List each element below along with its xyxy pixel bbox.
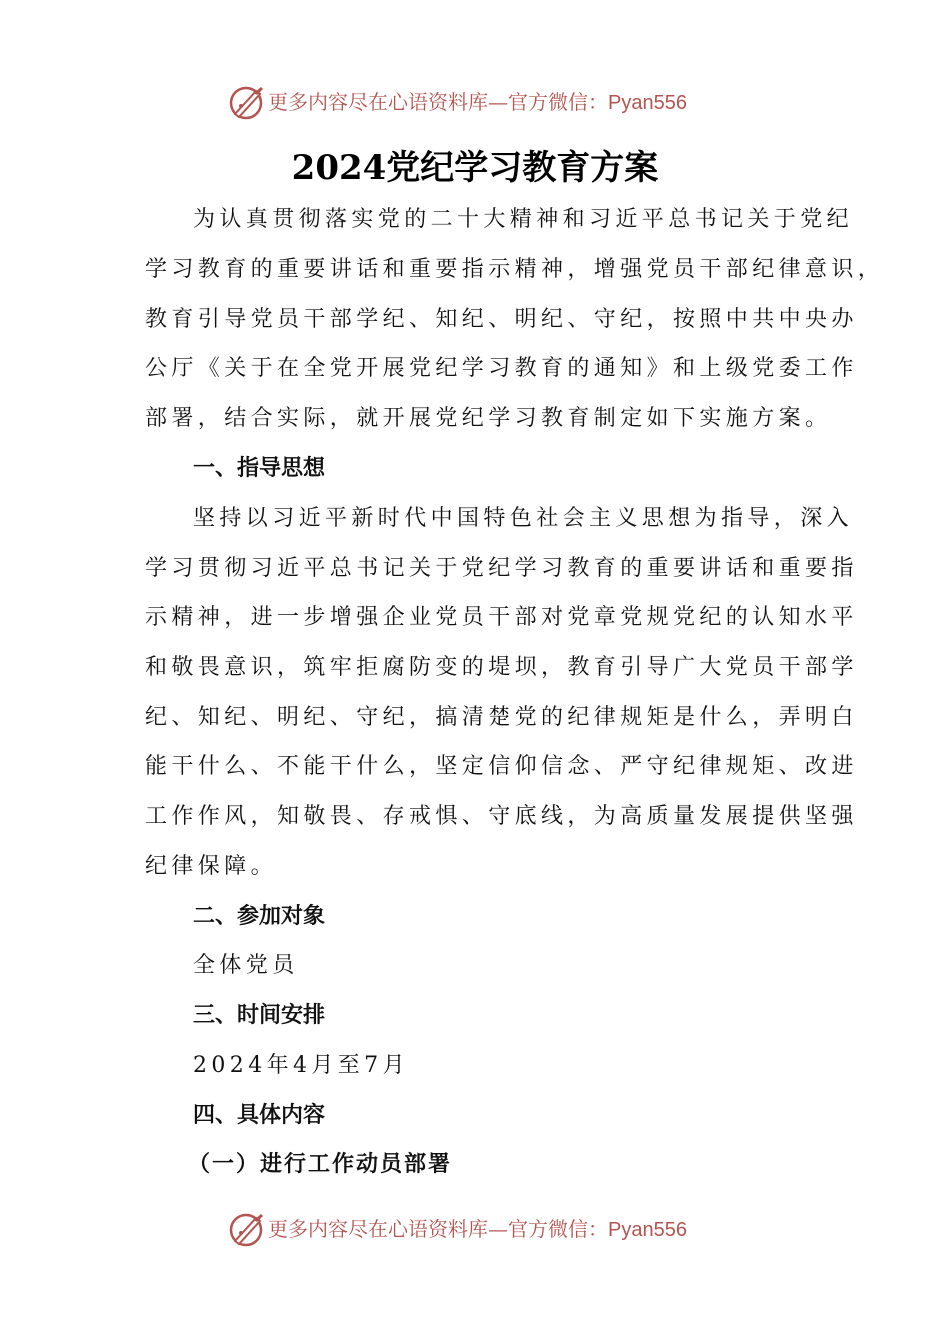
pen-nib-logo-icon — [226, 82, 266, 122]
paragraph-line: 2024年4月至7月 — [193, 1053, 409, 1078]
document-title: 2024党纪学习教育方案 — [291, 148, 659, 188]
section-heading: 三、时间安排 — [193, 1003, 326, 1028]
footer-banner — [0, 1207, 950, 1251]
paragraph-line: 工作作风，知敬畏、存戒惧、守底线，为高质量发展提供坚强 — [145, 804, 858, 829]
banner-promo-text: 更多内容尽在心语资料库—官方微信：Pyan556 — [268, 1217, 687, 1241]
paragraph-line: 学习教育的重要讲话和重要指示精神，增强党员干部纪律意识， — [145, 257, 885, 282]
paragraph-line: 能干什么、不能干什么，坚定信仰信念、严守纪律规矩、改进 — [145, 754, 858, 779]
banner-wechat-id: Pyan556 — [608, 92, 687, 114]
paragraph-line: 纪、知纪、明纪、守纪，搞清楚党的纪律规矩是什么，弄明白 — [145, 705, 858, 730]
section-heading: 一、指导思想 — [193, 456, 326, 481]
banner-promo-text: 更多内容尽在心语资料库—官方微信：Pyan556 — [268, 90, 687, 114]
sub-section-heading: （一）进行工作动员部署 — [188, 1152, 453, 1177]
header-banner — [0, 80, 950, 124]
paragraph-line: 坚持以习近平新时代中国特色社会主义思想为指导，深入 — [193, 506, 854, 531]
paragraph-line: 示精神，进一步增强企业党员干部对党章党规党纪的认知水平 — [145, 605, 858, 630]
paragraph-line: 纪律保障。 — [145, 854, 278, 879]
section-heading: 四、具体内容 — [193, 1103, 326, 1128]
banner-wechat-id: Pyan556 — [608, 1219, 687, 1241]
paragraph-line: 教育引导党员干部学纪、知纪、明纪、守纪，按照中共中央办 — [145, 307, 858, 332]
section-heading: 二、参加对象 — [193, 904, 326, 929]
paragraph-line: 和敬畏意识，筑牢拒腐防变的堤坝，教育引导广大党员干部学 — [145, 655, 858, 680]
paragraph-line: 为认真贯彻落实党的二十大精神和习近平总书记关于党纪 — [193, 207, 854, 232]
paragraph-line: 公厅《关于在全党开展党纪学习教育的通知》和上级党委工作 — [145, 356, 858, 381]
paragraph-line: 学习贯彻习近平总书记关于党纪学习教育的重要讲话和重要指 — [145, 556, 858, 581]
pen-nib-logo-icon — [226, 1209, 266, 1249]
paragraph-line: 全体党员 — [193, 953, 299, 978]
paragraph-line: 部署，结合实际，就开展党纪学习教育制定如下实施方案。 — [145, 406, 832, 431]
